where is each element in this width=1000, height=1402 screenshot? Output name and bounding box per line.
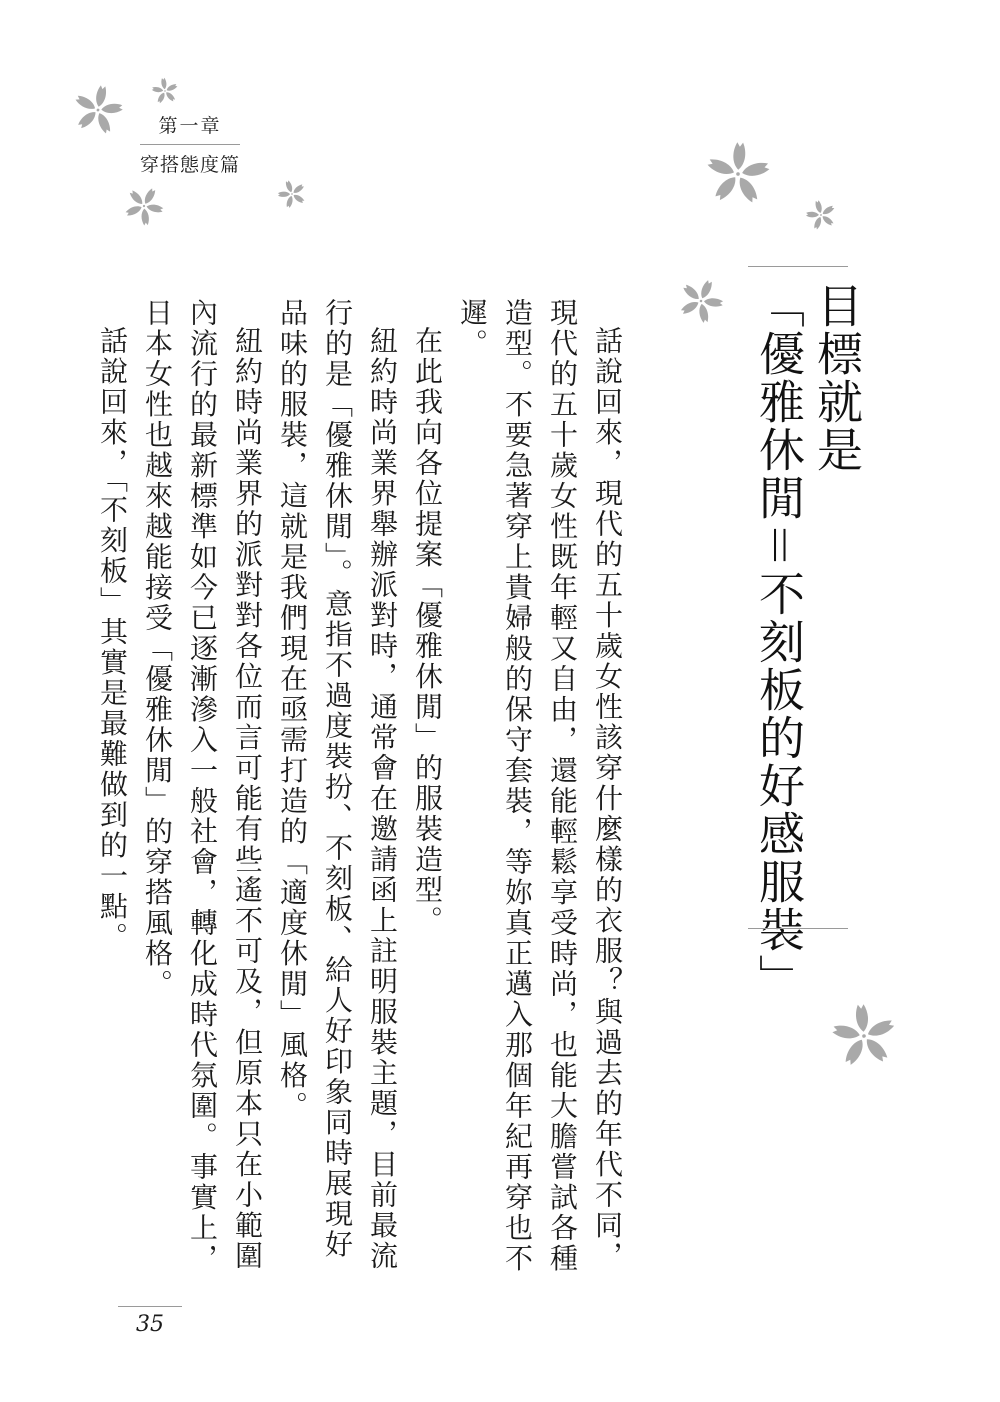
body-paragraph: 在此我向各位提案「優雅休閒」的服裝造型。 bbox=[411, 326, 444, 936]
body-paragraph: 話說回來，「不刻板」其實是最難做到的一點。 bbox=[96, 326, 129, 953]
sakura-flower-icon bbox=[804, 198, 838, 232]
sakura-flower-icon bbox=[150, 76, 180, 106]
sakura-flower-icon bbox=[70, 82, 126, 138]
body-paragraph: 紐約時尚業界的派對對各位而言可能有些遙不可及，但原本只在小範圍內流行的最新標準如今已逐漸滲入一般社會，轉化成時代氛圍。事實上，日本女性也越來越能接受「優雅休閒」的穿搭風格。 bbox=[141, 298, 264, 1274]
sakura-flower-icon bbox=[702, 138, 774, 210]
chapter-number: 第一章 bbox=[158, 115, 222, 137]
title-line-1: 目標就是 bbox=[810, 282, 864, 474]
title-line-2: 「優雅休閒＝不刻板的好感服裝」 bbox=[752, 282, 806, 1002]
chapter-name: 穿搭態度篇 bbox=[140, 154, 241, 176]
title-rule-bottom bbox=[748, 928, 848, 929]
body-text bbox=[96, 298, 630, 1278]
body-paragraph: 話說回來，現代的五十歲女性該穿什麼樣的衣服？與過去的年代不同，現代的五十歲女性既年輕又自由，還能輕鬆享受時尚，也能大膽嘗試各種造型。不要急著穿上貴婦般的保守套裝，等妳真正邁入那個年紀再穿也不遲。 bbox=[456, 298, 624, 1274]
chapter-divider bbox=[140, 144, 240, 145]
page-number: 35 bbox=[136, 1312, 164, 1337]
sakura-flower-icon bbox=[676, 276, 726, 326]
title-rule-top bbox=[748, 266, 848, 267]
sakura-flower-icon bbox=[828, 1000, 900, 1072]
body-paragraph: 紐約時尚業界舉辦派對時，通常會在邀請函上註明服裝主題，目前最流行的是「優雅休閒」。意指不過度裝扮、不刻板、給人好印象同時展現好品味的服裝，這就是我們現在亟需打造的「適度休閒」風格。 bbox=[276, 298, 399, 1272]
sakura-flower-icon bbox=[122, 184, 166, 228]
sakura-flower-icon bbox=[276, 178, 308, 210]
page-number-rule bbox=[118, 1306, 182, 1307]
chapter-header bbox=[140, 112, 240, 179]
